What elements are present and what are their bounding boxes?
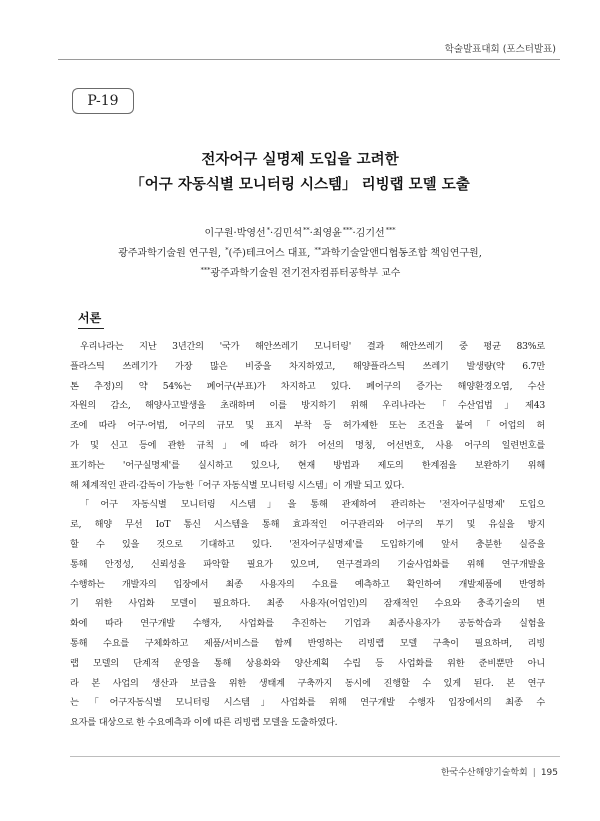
running-header: 학술발표대회 (포스터발표) — [444, 44, 556, 55]
author-separator: · — [233, 228, 237, 239]
body-line: 「어구 자동식별 모니터링 시스템」을 통해 관제하여 관리하는 '전자어구실명제' 도입으 — [80, 499, 545, 511]
body-line: 라 본 사업의 생산과 보급을 위한 생태계 구축까지 동시에 진행할 수 있게 된다. 본 연구 — [70, 677, 545, 689]
affiliation-text: 광주과학기술원 연구원, — [118, 248, 225, 259]
affiliation-line-2 — [0, 260, 600, 284]
title-line-2: 「어구 자동식별 모니터링 시스템」 리빙랩 모델 도출 — [130, 177, 470, 193]
page-number: 195 — [540, 768, 558, 778]
author-name: 박영선 — [236, 228, 266, 239]
author-mark: ** — [303, 226, 310, 234]
author-separator: · — [269, 228, 274, 239]
author-mark: *** — [342, 226, 353, 234]
affiliation-mark: ** — [314, 246, 321, 254]
page-footer — [441, 765, 558, 778]
body-line: 랩 모델의 단계적 운영을 통해 상용화와 양산계획 수립 등 사업화를 위한 준비뿐만 아니 — [70, 657, 545, 669]
author-mark: *** — [385, 226, 396, 234]
affiliation-text: 광주과학기술원 전기전자컴퓨터공학부 교수 — [210, 268, 401, 279]
author-name: 김기선 — [355, 228, 385, 239]
body-line: 가 및 신고 등에 관한 규칙」에 따라 허가 어선의 명칭, 어선번호, 사용 어구의 일련번호를 — [70, 440, 545, 451]
body-line: 자원의 감소, 해양사고발생을 초래하며 이를 방지하기 위해 우리나라는「수산업법」제43 — [70, 400, 545, 412]
body-line: 로, 해양 무선 IoT 통신 시스템을 통해 효과적인 어구관리와 어구의 투기 및 유실을 방지 — [70, 519, 545, 531]
section-underline — [78, 328, 104, 329]
footer-divider — [70, 756, 560, 757]
body-line: 플라스틱 쓰레기가 가장 많은 비중을 차지하였고, 해양플라스틱 쓰레기 발생량(약 6.7만 — [70, 360, 545, 372]
author-name: 최영윤 — [312, 228, 342, 239]
body-line: 통해 안정성, 신뢰성을 파악할 필요가 있으며, 연구결과의 기술사업화를 위해 연구개발을 — [70, 558, 545, 570]
affiliation-mark: *** — [200, 266, 211, 274]
badge-left-bracket — [72, 88, 79, 114]
affiliation-mark: * — [225, 246, 229, 254]
footer-separator: | — [532, 768, 536, 778]
body-line: 해 체계적인 관리·감독이 가능한「어구 자동식별 모니터링 시스템」이 개발 되고 있다. — [70, 479, 405, 491]
body-line: 통해 수요를 구체화하고 제품/서비스를 함께 반영하는 리빙랩 모델 구축이 필요하며, 리빙 — [70, 638, 545, 649]
title-line-1: 전자어구 실명제 도입을 고려한 — [201, 152, 399, 168]
author-mark: * — [266, 226, 270, 234]
body-line: 톤 추정)의 약 54%는 폐어구(부표)가 차지하고 있다. 폐어구의 증가는 해양환경오염, 수산 — [70, 380, 545, 392]
poster-id-badge — [78, 88, 128, 114]
body-line: 우리나라는 지난 3년간의 '국가 해안쓰레기 모니터링' 결과 해안쓰레기 중 평균 83%로 — [80, 341, 545, 352]
footer-society: 한국수산해양기술학회 — [440, 768, 528, 778]
author-name: 김민석 — [273, 228, 303, 239]
body-line: 할 수 있을 것으로 기대하고 있다. '전자어구실명제'를 도입하기에 앞서 충분한 실증을 — [70, 539, 545, 550]
body-line: 표기하는 '어구실명제'를 실시하고 있으나, 현재 방법과 제도의 한계점을 보완하기 위해 — [70, 459, 545, 471]
header-divider — [58, 59, 560, 60]
section-heading: 서론 — [78, 311, 102, 325]
body-line: 조에 따라 어구·어법, 어구의 규모 및 표지 부착 등 허가제한 또는 조건을 붙여「어업의 허 — [70, 420, 545, 432]
badge-right-bracket — [127, 88, 134, 114]
body-line: 화에 따라 연구개발 수행자, 사업화를 추진하는 기업과 최종사용자가 공동학습과 실험을 — [70, 618, 545, 630]
author-name: 이구원 — [204, 228, 234, 239]
poster-id-label: P-19 — [87, 93, 119, 109]
body-line: 기 위한 사업화 모델이 필요하다. 최종 사용자(어업인)의 잠재적인 수요와 충족기술의 변 — [70, 598, 545, 610]
body-line: 요자를 대상으로 한 수요예측과 이에 따른 리빙랩 모델을 도출하였다. — [70, 717, 338, 729]
affiliation-text: 과학기술알앤디협동조합 책임연구원, — [320, 248, 482, 259]
author-separator: · — [309, 228, 313, 239]
body-line: 는「어구자동식별 모니터링 시스템」사업화를 위해 연구개발 수행자 입장에서의 최종 수 — [70, 697, 545, 709]
affiliation-text: (주)테크어스 대표, — [228, 248, 314, 259]
body-line: 수행하는 개발자의 입장에서 최종 사용자의 수요를 예측하고 확인하여 개발제품에 반영하 — [70, 578, 545, 590]
author-separator: · — [352, 228, 356, 239]
